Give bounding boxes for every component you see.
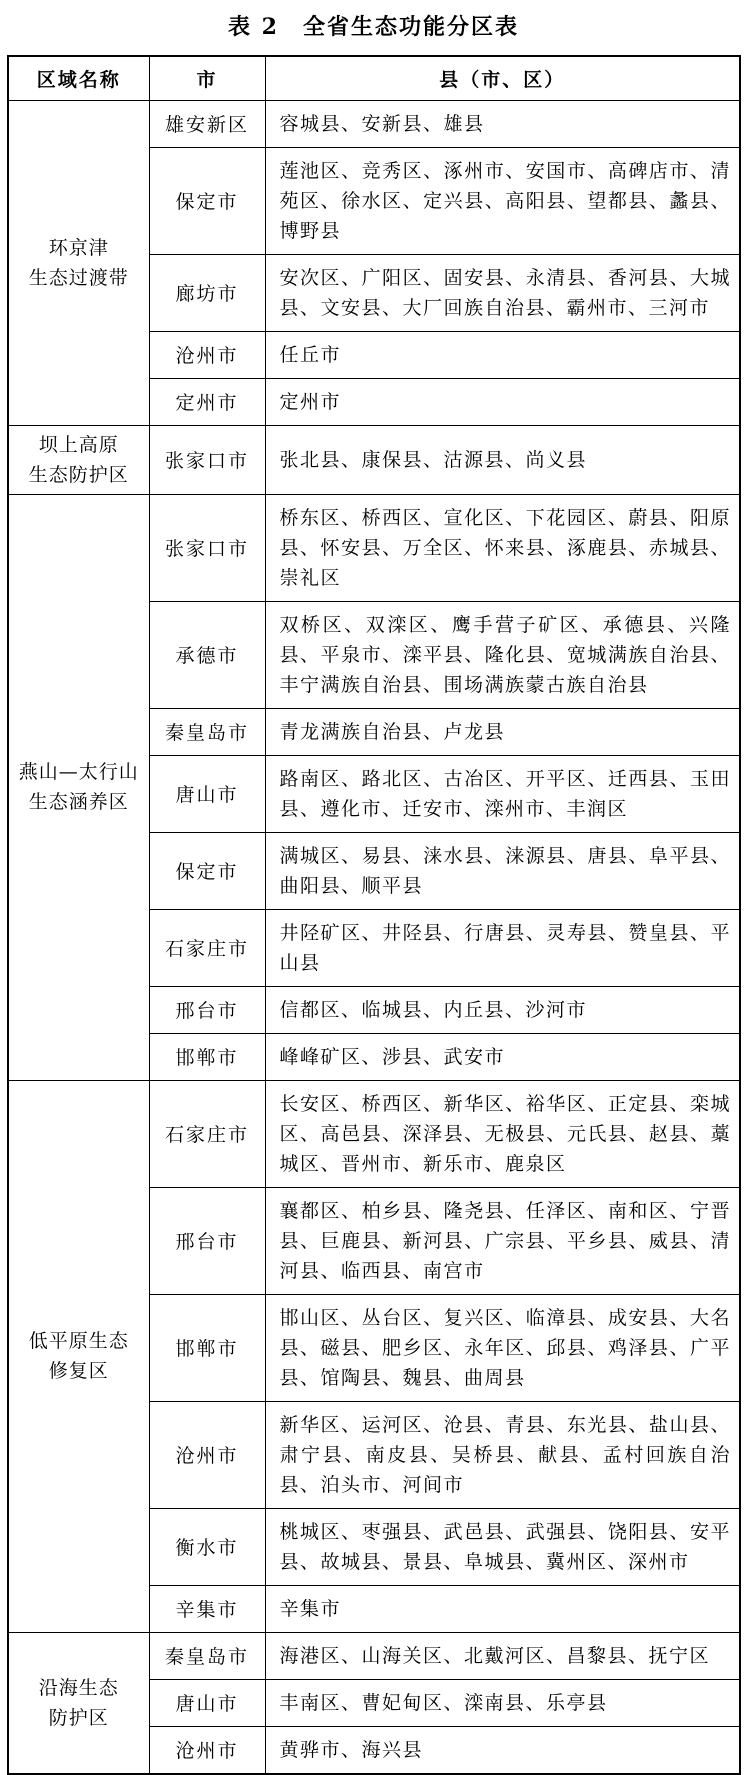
counties-cell: 定州市: [265, 378, 740, 425]
counties-cell: 满城区、易县、涞水县、涞源县、唐县、阜平县、曲阳县、顺平县: [265, 832, 740, 909]
counties-cell: 黄骅市、海兴县: [265, 1726, 740, 1774]
counties-cell: 安次区、广阳区、固安县、永清县、香河县、大城县、文安县、大厂回族自治县、霸州市、三河市: [265, 254, 740, 331]
counties-cell: 路南区、路北区、古冶区、开平区、迁西县、玉田县、遵化市、迁安市、滦州市、丰润区: [265, 755, 740, 832]
region-cell: [8, 425, 149, 494]
counties-cell: 容城县、安新县、雄县: [265, 100, 740, 147]
counties-cell: 双桥区、双滦区、鹰手营子矿区、承德县、兴隆县、平泉市、滦平县、隆化县、宽城满族自治县、丰宁满族自治县、围场满族蒙古族自治县: [265, 601, 740, 708]
city-cell: 石家庄市: [149, 909, 265, 986]
table-row: [8, 494, 740, 601]
counties-cell: 邯山区、丛台区、复兴区、临漳县、成安县、大名县、磁县、肥乡区、永年区、邱县、鸡泽县、广平县、馆陶县、魏县、曲周县: [265, 1294, 740, 1401]
city-cell: 张家口市: [149, 425, 265, 494]
header-row: [8, 56, 740, 100]
city-cell: 邢台市: [149, 986, 265, 1033]
city-cell: 沧州市: [149, 1401, 265, 1508]
city-cell: 辛集市: [149, 1585, 265, 1632]
counties-cell: 井陉矿区、井陉县、行唐县、灵寿县、赞皇县、平山县: [265, 909, 740, 986]
city-cell: 唐山市: [149, 755, 265, 832]
region-line: 坝上高原: [38, 433, 119, 456]
counties-cell: 长安区、桥西区、新华区、裕华区、正定县、栾城区、高邑县、深泽县、无极县、元氏县、赵县、藁城区、晋州市、新乐市、鹿泉区: [265, 1080, 740, 1187]
region-cell: [8, 494, 149, 1080]
city-cell: 沧州市: [149, 331, 265, 378]
city-cell: 保定市: [149, 832, 265, 909]
page-title: 表 2 全省生态功能分区表: [228, 14, 519, 40]
city-cell: 邯郸市: [149, 1033, 265, 1080]
region-cell: [8, 100, 149, 425]
region-cell: [8, 1080, 149, 1632]
region-line: 生态过渡带: [28, 266, 129, 289]
counties-cell: 峰峰矿区、涉县、武安市: [265, 1033, 740, 1080]
region-line: 燕山—太行山: [18, 761, 139, 783]
region-line: 生态防护区: [28, 463, 129, 486]
city-cell: 邢台市: [149, 1187, 265, 1294]
table-row: [8, 1632, 740, 1679]
region-line: 生态涵养区: [28, 791, 129, 813]
city-cell: 秦皇岛市: [149, 708, 265, 755]
table-row: [8, 425, 740, 494]
counties-cell: 青龙满族自治县、卢龙县: [265, 708, 740, 755]
counties-cell: 桥东区、桥西区、宣化区、下花园区、蔚县、阳原县、怀安县、万全区、怀来县、涿鹿县、赤城县、崇礼区: [265, 494, 740, 601]
counties-cell: 襄都区、柏乡县、隆尧县、任泽区、南和区、宁晋县、巨鹿县、新河县、广宗县、平乡县、威县、清河县、临西县、南宫市: [265, 1187, 740, 1294]
counties-cell: 莲池区、竞秀区、涿州市、安国市、高碑店市、清苑区、徐水区、定兴县、高阳县、望都县、蠡县、博野县: [265, 147, 740, 254]
city-cell: 雄安新区: [149, 100, 265, 147]
counties-cell: 海港区、山海关区、北戴河区、昌黎县、抚宁区: [265, 1632, 740, 1679]
region-line: 环京津: [48, 236, 109, 259]
counties-cell: 张北县、康保县、沽源县、尚义县: [265, 425, 740, 494]
counties-cell: 桃城区、枣强县、武邑县、武强县、饶阳县、安平县、故城县、景县、阜城县、冀州区、深州市: [265, 1508, 740, 1585]
zoning-table: [7, 55, 741, 1775]
city-cell: 承德市: [149, 601, 265, 708]
header-city: 市: [149, 56, 265, 100]
region-cell: [8, 1632, 149, 1774]
region-line: 修复区: [48, 1360, 109, 1382]
city-cell: 秦皇岛市: [149, 1632, 265, 1679]
header-region: 区域名称: [8, 56, 149, 100]
table-row: [8, 100, 740, 147]
table-row: [8, 1080, 740, 1187]
counties-cell: 新华区、运河区、沧县、青县、东光县、盐山县、肃宁县、南皮县、吴桥县、献县、孟村回族自治县、泊头市、河间市: [265, 1401, 740, 1508]
counties-cell: 辛集市: [265, 1585, 740, 1632]
counties-cell: 信都区、临城县、内丘县、沙河市: [265, 986, 740, 1033]
city-cell: 衡水市: [149, 1508, 265, 1585]
region-line: 低平原生态: [28, 1330, 129, 1352]
header-counties: 县（市、区）: [265, 56, 740, 100]
region-line: 防护区: [48, 1706, 109, 1729]
city-cell: 定州市: [149, 378, 265, 425]
city-cell: 邯郸市: [149, 1294, 265, 1401]
city-cell: 唐山市: [149, 1679, 265, 1726]
counties-cell: 丰南区、曹妃甸区、滦南县、乐亭县: [265, 1679, 740, 1726]
city-cell: 廊坊市: [149, 254, 265, 331]
region-line: 沿海生态: [38, 1676, 119, 1699]
city-cell: 沧州市: [149, 1726, 265, 1774]
city-cell: 石家庄市: [149, 1080, 265, 1187]
city-cell: 张家口市: [149, 494, 265, 601]
city-cell: 保定市: [149, 147, 265, 254]
counties-cell: 任丘市: [265, 331, 740, 378]
